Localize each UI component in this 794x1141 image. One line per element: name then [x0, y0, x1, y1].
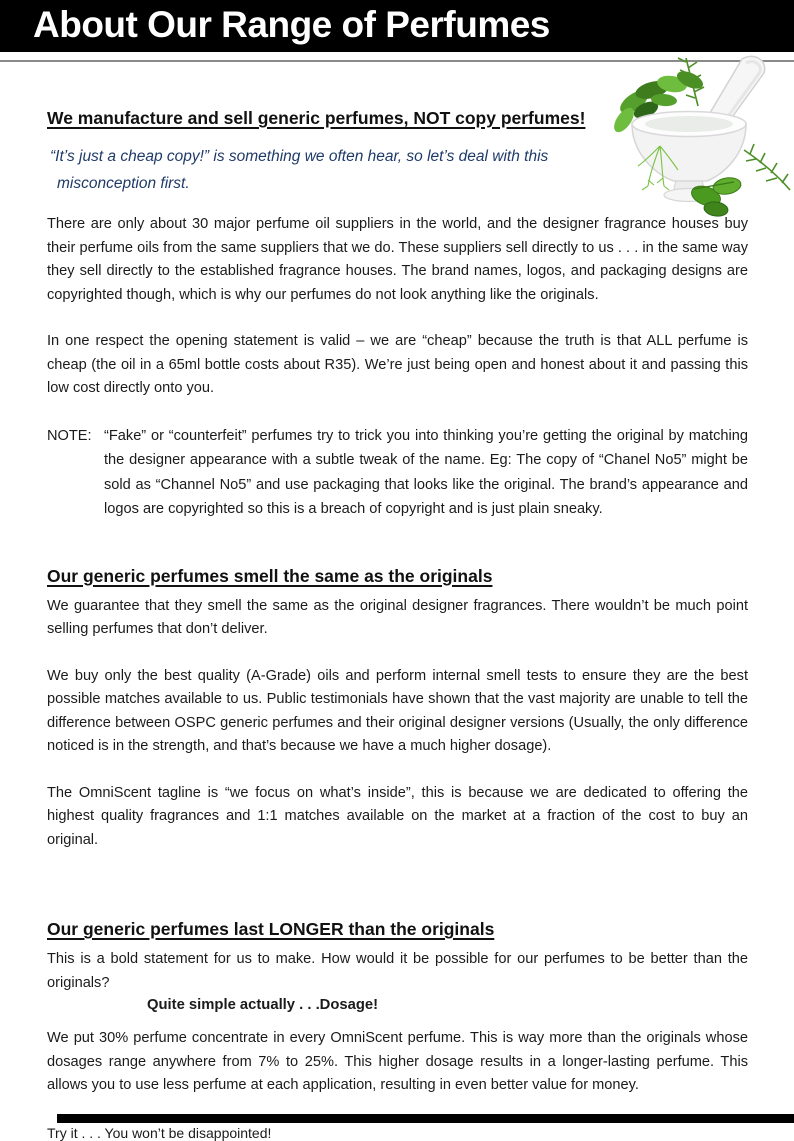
paragraph-tagline: The OmniScent tagline is “we focus on what’s inside”, this is because we are dedicated to offering the highest quality fragrances and 1:1 matches available on the market at a fraction of the cost to buy an original.: [47, 784, 748, 848]
page-title: About Our Range of Perfumes: [33, 4, 550, 45]
section-last-longer: [47, 919, 748, 1141]
quote-line-1: “It’s just a cheap copy!” is something we often hear, so let’s deal with this: [50, 148, 549, 165]
dosage-line: Quite simple actually . . .Dosage!: [147, 997, 379, 1013]
section-smell-same: [47, 566, 748, 853]
closing-line: Try it . . . You won’t be disappointed!: [47, 1124, 272, 1141]
section-heading: Our generic perfumes smell the same as the originals: [47, 565, 493, 586]
note-text: “Fake” or “counterfeit” perfumes try to trick you into thinking you’re getting the original by matching the designer appearance with a subtle tweak of the name. Eg: The copy of “Chanel No5” might be sold as “Channel No5” and use packaging that looks like the original. The brand’s appearance and logos are copyrighted so this is a breach of copyright and is just plain sneaky.: [104, 427, 748, 517]
quote-block: [50, 143, 748, 197]
paragraph-guarantee: We guarantee that they smell the same as the original designer fragrances. There wouldn’t be much point selling perfumes that don’t deliver.: [47, 597, 748, 637]
paragraph-a-grade: We buy only the best quality (A-Grade) oils and perform internal smell tests to ensure they are the best possible matches available to us. Public testimonials have shown that the vast majority are unable to tell the difference between OSPC generic perfumes and their original designer versions (Usually, the only difference noticed is in the strength, and that’s because we have a much higher dosage).: [47, 667, 748, 754]
header-bar: [0, 0, 794, 52]
section-generic-not-copy: [47, 108, 748, 522]
paragraph-cheap: In one respect the opening statement is valid – we are “cheap” because the truth is that ALL perfume is cheap (the oil in a 65ml bottle costs about R35). We’re just being open and honest about it and passing this low cost directly onto you.: [47, 333, 748, 396]
note-block: [47, 424, 748, 522]
footer-bar: [57, 1114, 794, 1123]
section-heading: Our generic perfumes last LONGER than the originals: [47, 919, 495, 939]
section-spacer: [47, 875, 748, 919]
paragraph-concentrate: We put 30% perfume concentrate in every OmniScent perfume. This is way more than the originals whose dosages range anywhere from 7% to 25%. This higher dosage results in a longer-lasting perfume. This allows you to use less perfume at each application, resulting in even better value for money.: [47, 1030, 748, 1093]
paragraph-bold-statement: This is a bold statement for us to make. How would it be possible for our perfumes to be better than the originals?: [47, 951, 748, 991]
quote-line-2: misconception first.: [57, 175, 190, 192]
document-body: [47, 108, 748, 1141]
note-label: NOTE:: [47, 427, 92, 444]
section-heading: We manufacture and sell generic perfumes, NOT copy perfumes!: [47, 108, 586, 128]
rosemary-sprig-right: [744, 144, 790, 190]
paragraph-suppliers: There are only about 30 major perfume oil suppliers in the world, and the designer fragrance houses buy their perfume oils from the same suppliers that we do. These suppliers sell directly to us . . . in the same way they sell directly to the established fragrance houses. The brand names, logos, and packaging designs are copyrighted though, which is why our perfumes do not look anything like the originals.: [47, 216, 748, 303]
